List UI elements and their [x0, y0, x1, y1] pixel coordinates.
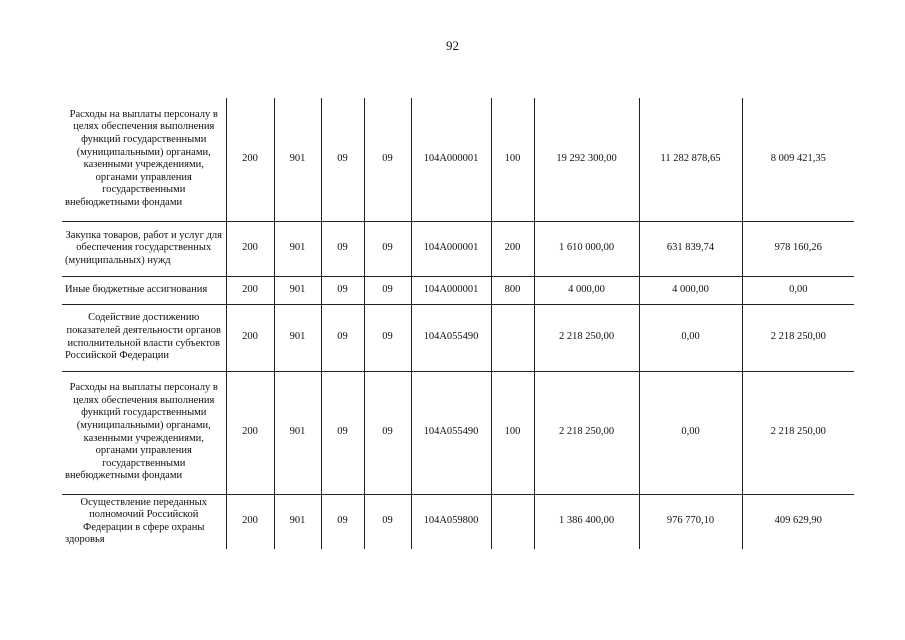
row-description: Расходы на выплаты персоналу в целях обеспечения выполнения функций государственными (муниципальными) органами, казенными учреждениями, органами управления государственными внебюджетными фондами	[62, 98, 226, 221]
page-number: 92	[446, 38, 459, 53]
remainder-amount-cell: 2 218 250,00	[742, 371, 854, 494]
expense-type-cell	[491, 304, 534, 371]
section-cell: 09	[321, 304, 364, 371]
executed-amount-cell: 11 282 878,65	[639, 98, 742, 221]
remainder-amount-cell: 2 218 250,00	[742, 304, 854, 371]
expense-type-cell	[491, 494, 534, 549]
section-cell: 09	[321, 276, 364, 304]
remainder-amount-cell: 978 160,26	[742, 221, 854, 276]
expense-type-cell: 200	[491, 221, 534, 276]
budget-table	[62, 98, 854, 549]
subsection-cell: 09	[364, 371, 411, 494]
subsection-cell: 09	[364, 276, 411, 304]
code-cell: 901	[274, 494, 321, 549]
executed-amount-cell: 0,00	[639, 304, 742, 371]
subsection-cell: 09	[364, 98, 411, 221]
expense-type-cell: 100	[491, 371, 534, 494]
subsection-cell: 09	[364, 494, 411, 549]
row-description: Содействие достижению показателей деятельности органов исполнительной власти субъектов Российской Федерации	[62, 304, 226, 371]
remainder-amount-cell: 409 629,90	[742, 494, 854, 549]
expense-type-cell: 800	[491, 276, 534, 304]
section-cell: 09	[321, 98, 364, 221]
section-cell: 09	[321, 221, 364, 276]
subsection-cell: 09	[364, 221, 411, 276]
row-description: Иные бюджетные ассигнования	[62, 276, 226, 304]
subsection-cell: 09	[364, 304, 411, 371]
target-article-cell: 104А055490	[411, 371, 491, 494]
table-row	[62, 494, 854, 549]
code-cell: 901	[274, 221, 321, 276]
table-row	[62, 371, 854, 494]
executed-amount-cell: 976 770,10	[639, 494, 742, 549]
code-cell: 901	[274, 371, 321, 494]
grbs-cell: 200	[226, 304, 274, 371]
table-row	[62, 98, 854, 221]
target-article-cell: 104А059800	[411, 494, 491, 549]
code-cell: 901	[274, 98, 321, 221]
code-cell: 901	[274, 304, 321, 371]
grbs-cell: 200	[226, 221, 274, 276]
table-row	[62, 304, 854, 371]
executed-amount-cell: 631 839,74	[639, 221, 742, 276]
section-cell: 09	[321, 371, 364, 494]
plan-amount-cell: 4 000,00	[534, 276, 639, 304]
plan-amount-cell: 2 218 250,00	[534, 371, 639, 494]
remainder-amount-cell: 0,00	[742, 276, 854, 304]
grbs-cell: 200	[226, 371, 274, 494]
table-row	[62, 221, 854, 276]
plan-amount-cell: 2 218 250,00	[534, 304, 639, 371]
executed-amount-cell: 0,00	[639, 371, 742, 494]
table-row	[62, 276, 854, 304]
plan-amount-cell: 1 386 400,00	[534, 494, 639, 549]
target-article-cell: 104А000001	[411, 276, 491, 304]
row-description: Осуществление переданных полномочий Российской Федерации в сфере охраны здоровья	[62, 494, 226, 549]
grbs-cell: 200	[226, 494, 274, 549]
target-article-cell: 104А055490	[411, 304, 491, 371]
target-article-cell: 104А000001	[411, 221, 491, 276]
expense-type-cell: 100	[491, 98, 534, 221]
grbs-cell: 200	[226, 98, 274, 221]
grbs-cell: 200	[226, 276, 274, 304]
remainder-amount-cell: 8 009 421,35	[742, 98, 854, 221]
executed-amount-cell: 4 000,00	[639, 276, 742, 304]
plan-amount-cell: 19 292 300,00	[534, 98, 639, 221]
row-description: Закупка товаров, работ и услуг для обеспечения государственных (муниципальных) нужд	[62, 221, 226, 276]
row-description: Расходы на выплаты персоналу в целях обеспечения выполнения функций государственными (муниципальными) органами, казенными учреждениями, органами управления государственными внебюджетными фондами	[62, 371, 226, 494]
section-cell: 09	[321, 494, 364, 549]
target-article-cell: 104А000001	[411, 98, 491, 221]
code-cell: 901	[274, 276, 321, 304]
plan-amount-cell: 1 610 000,00	[534, 221, 639, 276]
